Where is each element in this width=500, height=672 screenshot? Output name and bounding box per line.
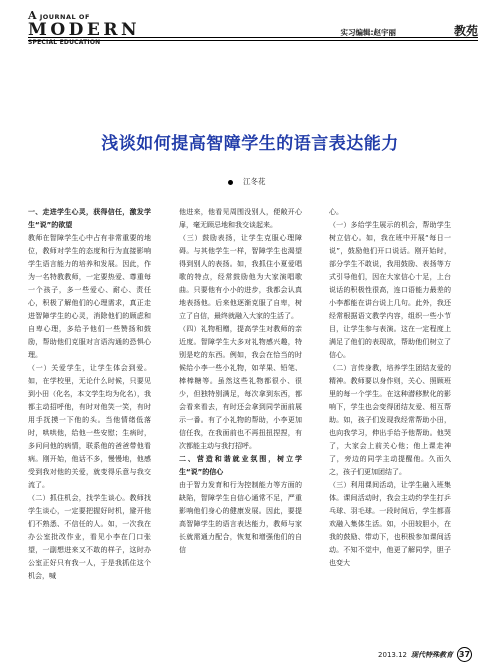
- section-heading: 二、营造和谐就业氛围，树立学生“说”的信心: [179, 455, 302, 476]
- paragraph: 他进来，他看见周围没别人，便敞开心扉，毫无顾忌地和我交谈起来。: [179, 208, 302, 229]
- author-line: [228, 176, 266, 187]
- column-3: [329, 206, 451, 570]
- header-rule-thin: [28, 40, 478, 41]
- paragraph: （一）关爱学生，让学生体会到爱。如，在学校里，无论什么时候，只要见到小田（化名，本文学生均为化名），我都主动招呼他，有时对他笑一笑，有时用手抚摸一下他的头。当他情绪低落时，哄哄他，给他一些安慰；生病时，多问问他的病情，联系他的爸爸带他看病。刚开始，他话不多，慢慢地，他感受到我对他的关爱，就变得乐意与我交流了。: [28, 364, 151, 489]
- paragraph: 心。: [329, 208, 343, 216]
- header-rule: [28, 37, 478, 38]
- section-heading: 一、走进学生心灵，获得信任，激发学生“说”的欲望: [28, 208, 151, 229]
- page-footer: [378, 647, 472, 662]
- paragraph: （三）鼓励表扬，让学生克服心理障碍。与其他学生一样，智障学生也渴望得到别人的表扬。如，我抓住小夏爱唱歌的特点，经常鼓励他为大家演唱歌曲。只要他有小小的进步，我都会认真地表扬他。后来他逐渐克服了自卑，树立了自信，最终就融入大家的生活了。: [179, 234, 302, 320]
- paragraph: （二）言传身教，培养学生团结友爱的精神。教师要以身作则，关心、照顾班里的每一个学生。在这种潜移默化的影响下，学生也会变得团结友爱、相互帮助。如，孩子们发现我经常帮助小田，也向我学习，伸出手给予他帮助。他哭了，大家会上前关心他；他上课走神了，旁边的同学主动提醒他。久而久之，孩子们更加团结了。: [329, 364, 451, 476]
- article-title: 浅谈如何提高智障学生的语言表达能力: [101, 134, 399, 154]
- magazine-name: 现代特殊教育: [411, 649, 453, 659]
- paragraph: 由于智力发育和行为控制能力等方面的缺陷，智障学生自信心通常不足，严重影响他们身心的健康发展。因此，要提高智障学生的语言表达能力，教师与家长就需通力配合，恢复和增强他们的自信: [179, 481, 302, 554]
- paragraph: 教师在智障学生心中占有非常重要的地位，教师对学生的态度和行为直接影响学生语言能力的培养和发展。因此，作为一名特教教师，一定要热爱、尊重每一个孩子，多一些爱心、耐心、责任心，积极了解他们的心理需求，真正走进智障学生的心灵，消除他们的顾虑和自卑心理，多给予他们一些赞扬和鼓励，帮助他们克服对言语沟通的恐惧心理。: [28, 234, 151, 359]
- paragraph: （一）多给学生展示的机会，帮助学生树立信心。如，我在班中开展“每日一说”，鼓励他们开口说话。刚开始时，部分学生不敢说，我用鼓励、表扬等方式引导他们，因在大家信心十足，上台说话的积极性很高，连口语能力最差的小李都能在讲台说上几句。此外，我还经常根据语文教学内容，组织一些小节目，让学生参与表演。这在一定程度上满足了他们的表现欲，帮助他们树立了信心。: [329, 221, 451, 359]
- section-tag: 教苑: [453, 24, 478, 38]
- column-2: [179, 206, 302, 557]
- paragraph: （四）礼物相赠，提高学生对教师的亲近度。智障学生大多对礼物感兴趣，特别是吃的东西。例如，我会在恰当的时候给小李一些小礼物，如苹果、铅笔、棒棒糖等。虽然这些礼物都很小、很少，但独特别满足，每次拿到东西，都会看来看去，有时还会拿到同学面前展示一番。有了小礼物的帮助，小李更加信任我，在我面前也不再扭扭捏捏，有次都能主动与我打招呼。: [179, 325, 302, 450]
- masthead-modern: MODERN: [28, 20, 140, 40]
- page-number: 37: [457, 647, 472, 662]
- paragraph: （二）抓住机会，找学生谈心。教师找学生谈心，一定要把握好时机，避开他们不熟悉、不信任的人。如，一次我在办公室批改作业，看见小李在门口张望，一副想进来又不敢的样子，这时办公室正好只有我一人，于是我抓住这个机会，喊: [28, 494, 151, 580]
- issue-date: 2013.12: [378, 650, 407, 659]
- masthead-special: SPECIAL EDUCATION: [28, 39, 101, 46]
- masthead-journal-of: JOURNAL OF: [39, 13, 90, 21]
- editor-credit: 实习编辑:赵宇丽: [340, 28, 396, 37]
- masthead-prefix: A: [28, 9, 38, 22]
- bullet-icon: [228, 180, 233, 185]
- author-name: 江冬花: [243, 177, 266, 186]
- paragraph: （三）利用课间活动，让学生融入班集体。课间活动时，我会主动约学生打乒乓球、羽毛球。一段时间后，学生都喜欢融入集体生活。如，小田较胆小，在我的鼓励、带动下，也积极参加课间活动。不知不觉中，他更了解同学，胆子也变大: [329, 481, 451, 567]
- column-1: [28, 206, 151, 583]
